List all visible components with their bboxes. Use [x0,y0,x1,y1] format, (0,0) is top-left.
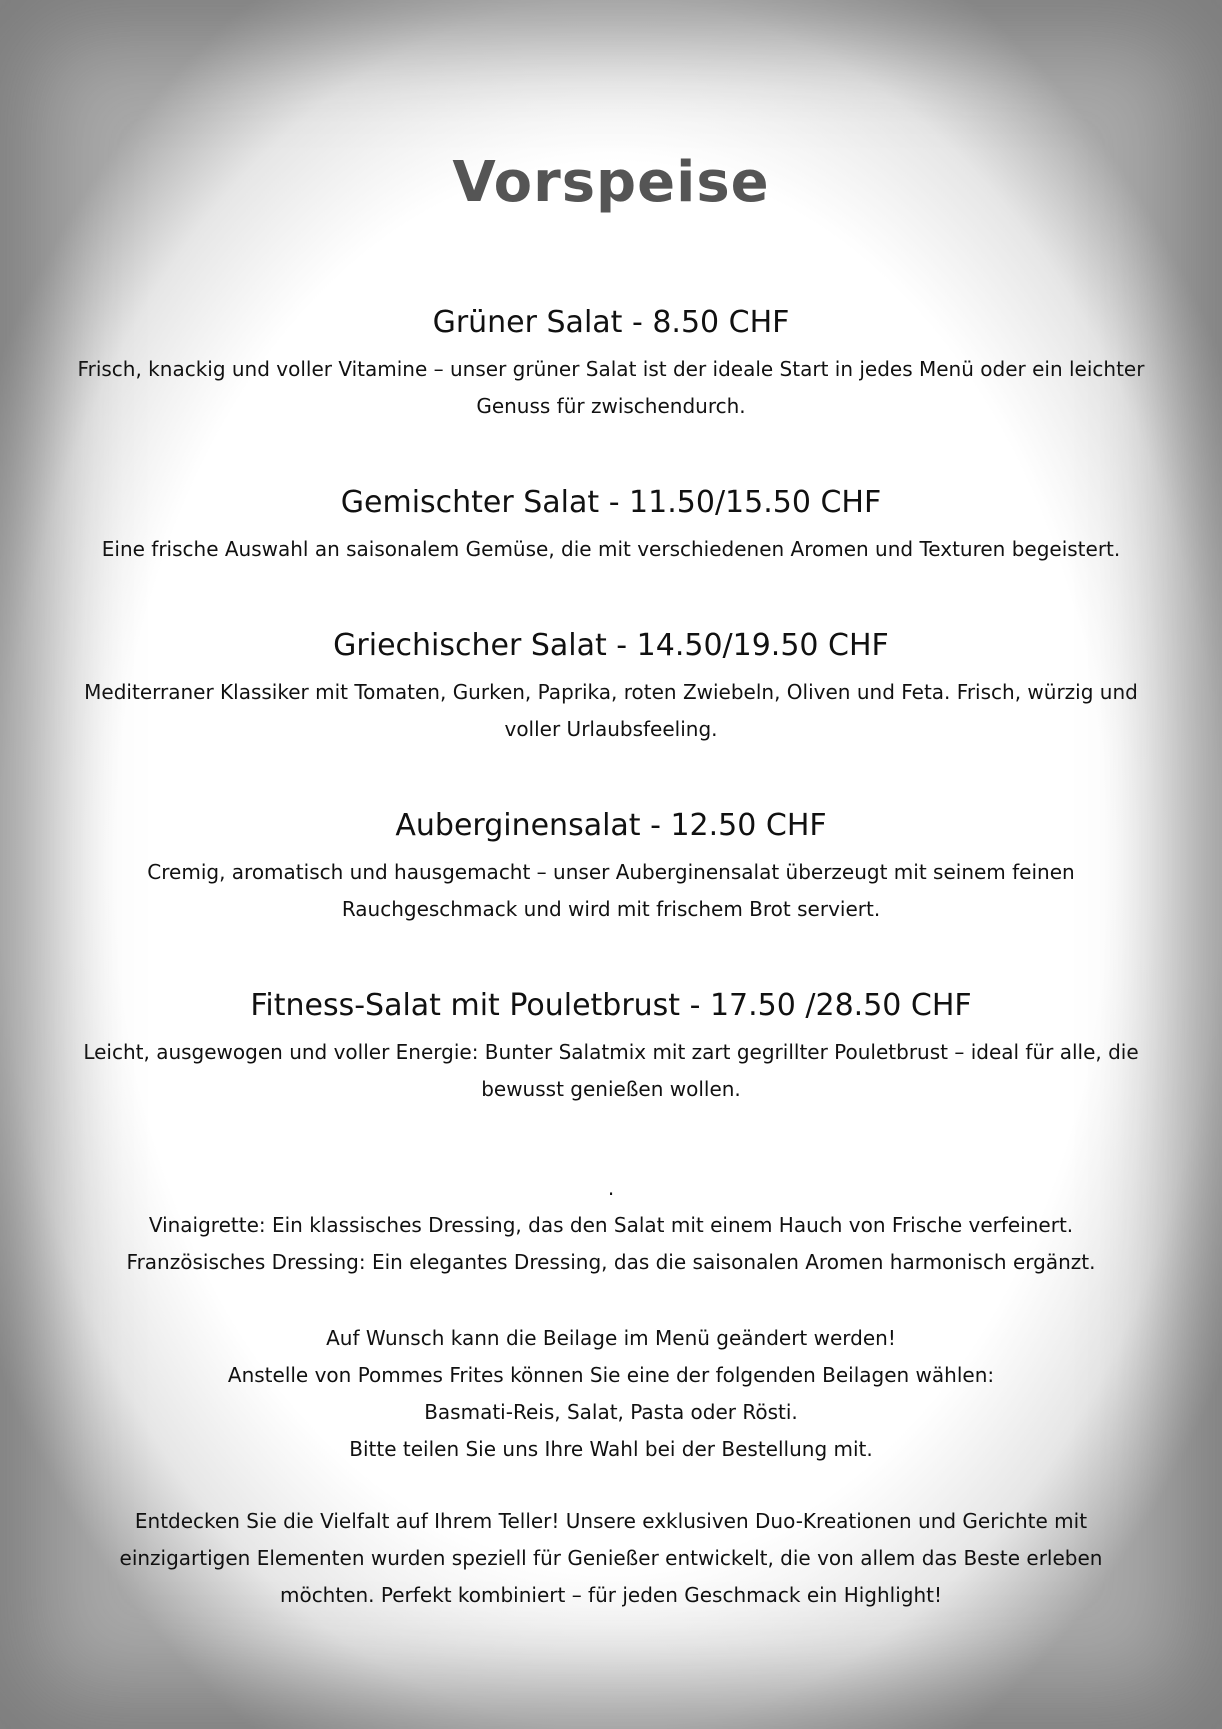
closing-note [80,1503,1142,1614]
closing-text: Entdecken Sie die Vielfalt auf Ihrem Teller! Unsere exklusiven Duo-Kreationen und Gerichte mit einzigartigen Elementen wurden speziell für Genießer entwickelt, die von allem das Beste erleben möchten. Perfekt kombiniert – für jeden Geschmack ein Highlight! [119,1509,1103,1607]
dressing-notes [40,1207,1182,1281]
menu-item-description: Frisch, knackig und voller Vitamine – unser grüner Salat ist der ideale Start in jedes Menü oder ein leichter Genuss für zwischendurch. [77,357,1145,418]
page-title: Vorspeise [452,150,770,215]
menu-item-description: Mediterraner Klassiker mit Tomaten, Gurken, Paprika, roten Zwiebeln, Oliven und Feta. Frisch, würzig und voller Urlaubsfeeling. [84,680,1138,741]
menu-item-name: Gemischter Salat - 11.50/15.50 CHF [340,485,882,520]
side-note-line: Auf Wunsch kann die Beilage im Menü geändert werden! [326,1326,896,1350]
menu-item-gruener-salat [40,305,1182,425]
menu-item-description: Eine frische Auswahl an saisonalem Gemüse, die mit verschiedenen Aromen und Texturen begeistert. [101,537,1121,561]
menu-item-name: Griechischer Salat - 14.50/19.50 CHF [333,628,889,663]
menu-item-fitness-salat [40,988,1182,1108]
menu-item-gemischter-salat [40,485,1182,568]
dressing-vinaigrette: Vinaigrette: Ein klassisches Dressing, das den Salat mit einem Hauch von Frische verfeinert. [148,1213,1074,1237]
menu-item-description: Leicht, ausgewogen und voller Energie: Bunter Salatmix mit zart gegrillter Pouletbrust – ideal für alle, die bewusst genießen wollen. [83,1040,1139,1101]
menu-item-griechischer-salat [40,628,1182,748]
side-dish-notes [40,1320,1182,1468]
side-note-line: Basmati-Reis, Salat, Pasta oder Rösti. [424,1400,798,1424]
side-note-line: Anstelle von Pommes Frites können Sie eine der folgenden Beilagen wählen: [227,1363,995,1387]
menu-item-name: Fitness-Salat mit Pouletbrust - 17.50 /28.50 CHF [250,988,972,1023]
menu-item-auberginensalat [40,808,1182,928]
menu-item-name: Auberginensalat - 12.50 CHF [395,808,827,843]
menu-item-description: Cremig, aromatisch und hausgemacht – unser Auberginensalat überzeugt mit seinem feinen Rauchgeschmack und wird mit frischem Brot serviert. [147,860,1075,921]
dressing-french: Französisches Dressing: Ein elegantes Dressing, das die saisonalen Aromen harmonisch ergänzt. [126,1250,1096,1274]
menu-item-name: Grüner Salat - 8.50 CHF [432,305,790,340]
side-note-line: Bitte teilen Sie uns Ihre Wahl bei der Bestellung mit. [349,1437,873,1461]
separator-dot: . [607,1176,615,1200]
